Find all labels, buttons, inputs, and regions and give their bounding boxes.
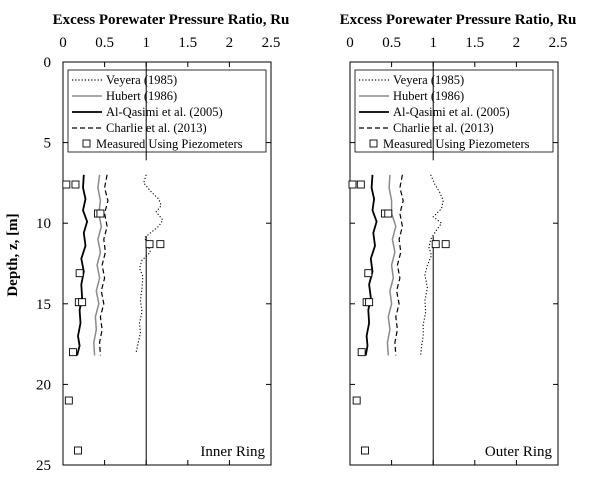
- piezometer-marker: [97, 210, 104, 217]
- hubert-line: [94, 175, 102, 356]
- piezometer-marker: [157, 241, 164, 248]
- y-tick-label: 5: [43, 135, 51, 152]
- y-tick-label: 20: [36, 377, 51, 394]
- piezometer-marker: [357, 181, 364, 188]
- panel-2-x-tick-labels: [346, 35, 567, 51]
- piezometer-marker: [349, 181, 356, 188]
- alqasimi-line: [366, 175, 377, 356]
- veyera-line: [421, 175, 444, 356]
- x-tick-label: 1.5: [178, 35, 198, 51]
- panel-2-legend: [355, 70, 553, 152]
- piezometer-marker: [63, 181, 70, 188]
- legend-piezometer-label: Measured Using Piezometers: [96, 137, 243, 151]
- piezometer-marker: [432, 241, 439, 248]
- y-tick-label: 25: [36, 458, 51, 474]
- piezometer-marker: [366, 299, 373, 306]
- legend-alqasimi-label: Al-Qasimi et al. (2005): [106, 105, 223, 119]
- hubert-line: [387, 175, 395, 356]
- piezometer-marker: [76, 270, 83, 277]
- charlie-line: [395, 175, 403, 356]
- panel-1-legend: [68, 70, 266, 152]
- legend-piezometer-label: Measured Using Piezometers: [383, 137, 530, 151]
- legend-hubert-label: Hubert (1986): [393, 89, 465, 103]
- x-tick-label: 2.5: [548, 35, 568, 51]
- panel-1-y-tick-labels: [36, 55, 51, 474]
- x-tick-label: 0.5: [382, 35, 401, 51]
- legend-veyera-label: Veyera (1985): [106, 73, 178, 87]
- x-tick-label: 0.5: [95, 35, 114, 51]
- piezometer-marker: [79, 299, 86, 306]
- x-tick-label: 2: [512, 35, 521, 51]
- piezometer-marker: [65, 397, 72, 404]
- y-tick-label: 15: [36, 296, 51, 313]
- piezometer-marker: [385, 210, 392, 217]
- piezometer-marker: [358, 349, 365, 356]
- legend-charlie-label: Charlie et al. (2013): [106, 121, 207, 135]
- alqasimi-line: [77, 175, 87, 356]
- y-tick-label: 0: [43, 55, 51, 71]
- x-tick-label: 1.5: [465, 35, 485, 51]
- x-tick-label: 0: [59, 35, 67, 51]
- piezometer-marker: [353, 397, 360, 404]
- piezometer-marker: [361, 447, 368, 454]
- inner-ring-label: Inner Ring: [200, 444, 265, 460]
- panel-1-title: Excess Porewater Pressure Ratio, Ru: [52, 12, 290, 28]
- legend-hubert-label: Hubert (1986): [106, 89, 178, 103]
- legend-veyera-label: Veyera (1985): [393, 73, 465, 87]
- piezometer-marker: [442, 241, 449, 248]
- panel-2-title: Excess Porewater Pressure Ratio, Ru: [339, 12, 577, 28]
- legend-charlie-label: Charlie et al. (2013): [393, 121, 494, 135]
- outer-ring-label: Outer Ring: [484, 444, 552, 460]
- legend-alqasimi-label: Al-Qasimi et al. (2005): [393, 105, 510, 119]
- x-tick-label: 0: [346, 35, 354, 51]
- x-tick-label: 2: [225, 35, 234, 51]
- x-tick-label: 1: [142, 35, 150, 51]
- depth-axis-label: Depth, z, [m]: [5, 213, 21, 297]
- piezometer-marker: [69, 349, 76, 356]
- veyera-line: [136, 175, 163, 352]
- x-tick-label: 1: [429, 35, 437, 51]
- panel-1-x-tick-labels: [59, 35, 280, 51]
- panel-2: [340, 12, 577, 460]
- x-tick-label: 2.5: [261, 35, 281, 51]
- y-tick-label: 10: [36, 216, 51, 233]
- piezometer-marker: [146, 241, 153, 248]
- piezometer-marker: [74, 447, 81, 454]
- piezometer-marker: [365, 270, 372, 277]
- piezometer-marker: [72, 181, 79, 188]
